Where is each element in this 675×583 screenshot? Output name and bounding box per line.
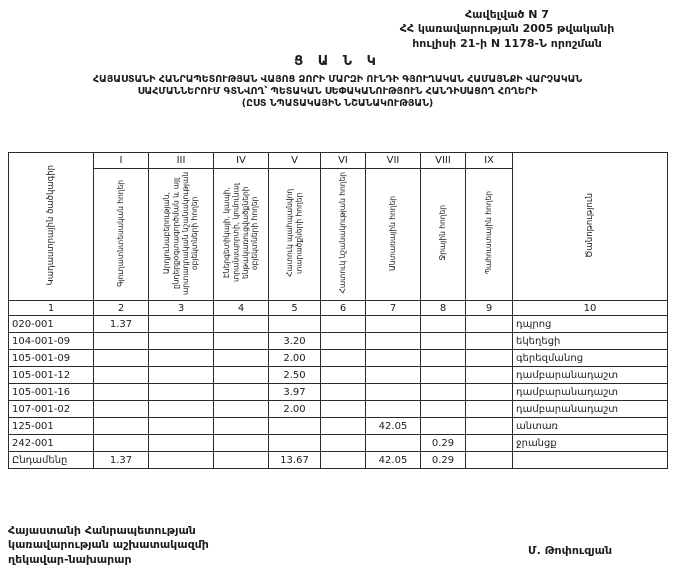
- table-cell: [466, 333, 513, 350]
- table-cell: [149, 418, 214, 435]
- table-cell: [149, 367, 214, 384]
- roman-numeral-cell: VI: [321, 153, 366, 169]
- roman-numeral-cell: III: [149, 153, 214, 169]
- category-header-label: Գյուղատնտեսական հողեր: [116, 179, 126, 287]
- table-cell: 42.05: [366, 452, 421, 469]
- table-cell: [466, 350, 513, 367]
- table-cell: [149, 350, 214, 367]
- table-cell: [421, 401, 466, 418]
- column-number-cell: 5: [269, 301, 321, 316]
- title-line-3: (ԸՍՏ ՆՊԱՏԱԿԱՅԻՆ ՆՇԱՆԱԿՈՒԹՅԱՆ): [241, 97, 434, 109]
- table-cell: [94, 367, 149, 384]
- roman-numeral-cell: VII: [366, 153, 421, 169]
- category-header-label: Պահուստային հողեր: [484, 191, 494, 275]
- table-cell: [366, 333, 421, 350]
- column-number-row: [9, 301, 668, 316]
- table-cell: անտառ: [513, 418, 668, 435]
- table-cell: [366, 435, 421, 452]
- table-cell: [321, 367, 366, 384]
- table-cell: [149, 384, 214, 401]
- table-cell: [466, 401, 513, 418]
- table-cell: [321, 350, 366, 367]
- table-cell: գերեզմանոց: [513, 350, 668, 367]
- table-cell: [466, 452, 513, 469]
- table-cell: 125-001: [9, 418, 94, 435]
- category-header-cell: [149, 169, 214, 301]
- table-row: [9, 316, 668, 333]
- table-row: [9, 333, 668, 350]
- table-cell: 020-001: [9, 316, 94, 333]
- category-header-cell: [269, 169, 321, 301]
- table-cell: [321, 401, 366, 418]
- table-cell: 0.29: [421, 452, 466, 469]
- table-cell: [149, 401, 214, 418]
- table-cell: [214, 316, 269, 333]
- table-cell: 3.97: [269, 384, 321, 401]
- roman-numeral-cell: VIII: [421, 153, 466, 169]
- table-cell: [321, 418, 366, 435]
- column-number-cell: 8: [421, 301, 466, 316]
- table-cell: [149, 452, 214, 469]
- footer-line-2: կառավարության աշխատակազմի: [8, 538, 209, 552]
- table-cell: 1.37: [94, 316, 149, 333]
- category-header-cell: [214, 169, 269, 301]
- footer-office-block: [8, 524, 209, 567]
- footer-line-1: Հայաստանի Հանրապետության: [8, 524, 196, 537]
- footer-line-3: ղեկավար-նախարար: [8, 552, 132, 566]
- table-cell: [214, 350, 269, 367]
- table-cell: [421, 384, 466, 401]
- table-cell: [214, 452, 269, 469]
- table-cell: [421, 418, 466, 435]
- column-number-cell: 2: [94, 301, 149, 316]
- notes-header: [513, 153, 668, 301]
- category-header-cell: [421, 169, 466, 301]
- title-line-1: ՀԱՅԱՍՏԱՆԻ ՀԱՆՐԱՊԵՏՈՒԹՅԱՆ ՎԱՅՈՑ ՁՈՐԻ ՄԱՐԶԻ ՈՒՆԴԻ ԳՅՈՒՂԱԿԱՆ ՀԱՄԱՅՆՔԻ ՎԱՐՉԱԿԱՆ: [92, 74, 583, 85]
- table-cell: դամբարանադաշտ: [513, 384, 668, 401]
- appendix-reference: [367, 8, 647, 51]
- table-cell: [94, 350, 149, 367]
- table-cell: 2.50: [269, 367, 321, 384]
- table-cell: 1.37: [94, 452, 149, 469]
- table-cell: [513, 452, 668, 469]
- appendix-line-1: Հավելված N 7: [465, 8, 549, 21]
- column-number-cell: 10: [513, 301, 668, 316]
- table-body: [9, 316, 668, 469]
- table-cell: [421, 316, 466, 333]
- table-cell: 2.00: [269, 350, 321, 367]
- table-cell: 242-001: [9, 435, 94, 452]
- table-row: [9, 367, 668, 384]
- category-header-label: Էներգետիկայի, կապի, տրանսպորտի, կոմունալ ենթակառուցվածքների օբյեկտների հողեր: [222, 183, 260, 283]
- table-cell: ջրանցք: [513, 435, 668, 452]
- column-number-cell: 7: [366, 301, 421, 316]
- table-cell: դպրոց: [513, 316, 668, 333]
- table-cell: [149, 435, 214, 452]
- category-header-label: Արդյունաբերության, ընդերքօգտագործման և այլ արտադրական նշանակության օբյեկտների հողեր: [162, 171, 200, 295]
- table-cell: դամբարանադաշտ: [513, 367, 668, 384]
- table-cell: [321, 452, 366, 469]
- column-number-cell: 4: [214, 301, 269, 316]
- land-categories-table: [8, 152, 668, 469]
- document-title-block: [0, 54, 675, 110]
- appendix-line-2: ՀՀ կառավարության 2005 թվականի: [399, 22, 615, 36]
- table-cell: [421, 367, 466, 384]
- table-cell: [94, 384, 149, 401]
- cadastral-code-label: Կադաստրային ծածկագիր: [45, 164, 56, 286]
- table-cell: [214, 401, 269, 418]
- cadastral-code-header: [9, 153, 94, 301]
- table-cell: [366, 350, 421, 367]
- table-cell: 105-001-12: [9, 367, 94, 384]
- table-cell: [466, 367, 513, 384]
- table-row: [9, 384, 668, 401]
- table-cell: [149, 316, 214, 333]
- category-header-label: Ջրային հողեր: [438, 205, 448, 261]
- table-cell: Ընդամենը: [9, 452, 94, 469]
- category-header-cell: [466, 169, 513, 301]
- table-cell: [421, 350, 466, 367]
- category-header-cell: [366, 169, 421, 301]
- column-number-cell: 9: [466, 301, 513, 316]
- roman-numeral-cell: IX: [466, 153, 513, 169]
- roman-numeral-cell: V: [269, 153, 321, 169]
- table-row: [9, 435, 668, 452]
- table-cell: [214, 435, 269, 452]
- table-cell: [466, 418, 513, 435]
- table-cell: [366, 384, 421, 401]
- table-cell: [269, 418, 321, 435]
- category-header-cell: [321, 169, 366, 301]
- table-cell: [421, 333, 466, 350]
- table-cell: [94, 401, 149, 418]
- column-number-cell: 6: [321, 301, 366, 316]
- table-cell: [214, 367, 269, 384]
- table-row: [9, 401, 668, 418]
- table-cell: 104-001-09: [9, 333, 94, 350]
- category-header-label: Հատուկ պահպանվող տարածքների հողեր: [285, 188, 304, 278]
- table-row: [9, 418, 668, 435]
- table-cell: 105-001-09: [9, 350, 94, 367]
- table-cell: [366, 367, 421, 384]
- title-line-2: ՍԱՀՄԱՆՆԵՐՈՒՄ ԳՏՆՎՈՂ՝ ՊԵՏԱԿԱՆ ՍԵՓԱԿԱՆՈՒԹՅՈՒՆ ՀԱՆԴԻՍԱՑՈՂ ՀՈՂԵՐԻ: [137, 85, 538, 97]
- table-cell: [366, 401, 421, 418]
- total-row: [9, 452, 668, 469]
- table-row: [9, 350, 668, 367]
- table-cell: [214, 384, 269, 401]
- category-header-label: Անտառային հողեր: [388, 195, 398, 271]
- table-cell: [94, 435, 149, 452]
- column-number-cell: 1: [9, 301, 94, 316]
- table-cell: 105-001-16: [9, 384, 94, 401]
- table-cell: [214, 333, 269, 350]
- table-cell: 0.29: [421, 435, 466, 452]
- table-cell: [94, 418, 149, 435]
- table-cell: եկեղեցի: [513, 333, 668, 350]
- table-cell: [149, 333, 214, 350]
- table-cell: [321, 333, 366, 350]
- table-cell: [269, 435, 321, 452]
- table-cell: 13.67: [269, 452, 321, 469]
- category-header-cell: [94, 169, 149, 301]
- table-cell: 107-001-02: [9, 401, 94, 418]
- table-cell: [366, 316, 421, 333]
- table-cell: [466, 316, 513, 333]
- table-cell: 3.20: [269, 333, 321, 350]
- table-cell: [466, 435, 513, 452]
- table-cell: [466, 384, 513, 401]
- notes-label: Ծանոթություն: [584, 192, 595, 258]
- table-cell: [321, 316, 366, 333]
- table-cell: 42.05: [366, 418, 421, 435]
- column-number-cell: 3: [149, 301, 214, 316]
- roman-numeral-row: [9, 153, 668, 169]
- roman-numeral-cell: I: [94, 153, 149, 169]
- table-cell: [214, 418, 269, 435]
- document-title: Ց Ա Ն Կ: [294, 54, 381, 69]
- table-cell: [269, 316, 321, 333]
- roman-numeral-cell: IV: [214, 153, 269, 169]
- table-cell: 2.00: [269, 401, 321, 418]
- category-header-label: Հատուկ նշանակության հողեր: [338, 172, 348, 294]
- table-cell: [321, 384, 366, 401]
- appendix-line-3: հուլիսի 21-ի N 1178-Ն որոշման: [412, 36, 602, 50]
- table-cell: [94, 333, 149, 350]
- table-cell: դամբարանադաշտ: [513, 401, 668, 418]
- signature-name: Մ. Թոփուզյան: [528, 544, 613, 557]
- table-cell: [321, 435, 366, 452]
